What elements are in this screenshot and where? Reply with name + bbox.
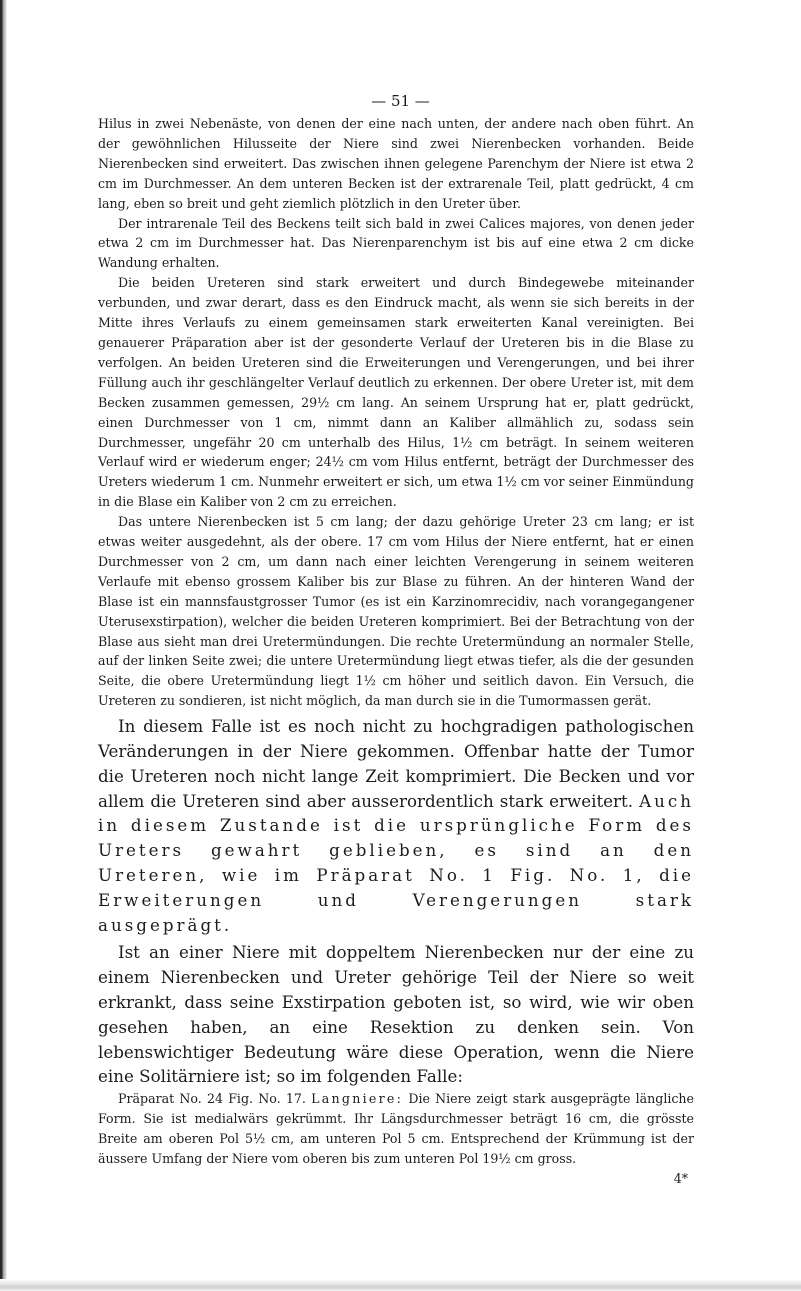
paragraph-intrarenal: Der intrarenale Teil des Beckens teilt sich bald in zwei Calices majores, von denen jeder etwa 2 cm im Durchmesser hat. Das Nierenparenchym ist bis auf eine etwa 2 cm dicke Wandung erhalten. bbox=[98, 215, 694, 271]
bottom-edge bbox=[0, 1279, 801, 1291]
paragraph-resektion: Ist an einer Niere mit doppeltem Nierenbecken nur der eine zu einem Nierenbecken und Ureter gehörige Teil der Niere so weit erkrankt, dass seine Exstirpation geboten ist, so wird, wie wir oben gesehen haben, an eine Resektion zu denken sein. Von lebenswichtiger Bedeutung wäre diese Operation, wenn die Niere eine Solitärniere ist; so im folgenden Falle: bbox=[98, 942, 694, 1087]
paragraph-hilus: Hilus in zwei Nebenäste, von denen der eine nach unten, der andere nach oben führt. An der gewöhnlichen Hilusseite der Niere sind zwei Nierenbecken vorhanden. Beide Nierenbecken sind erweitert. Das zwischen ihnen gelegene Parenchym der Niere ist etwa 2 cm im Durchmesser. An dem unteren Becken ist der extrarenale Teil, platt gedrückt, 4 cm lang, eben so breit und geht ziemlich plötzlich in den Ureter über. bbox=[98, 116, 694, 211]
page-number: — 51 — bbox=[371, 92, 430, 110]
paragraph-discussion bbox=[98, 714, 694, 937]
praeparat-label: Präparat No. 24 Fig. No. 17. bbox=[118, 1091, 306, 1107]
binding-edge bbox=[0, 0, 7, 1291]
praeparat-title: Langniere: bbox=[311, 1091, 404, 1107]
discussion-intro: In diesem Falle ist es noch nicht zu hochgradigen pathologischen Veränderungen in der Niere gekommen. Offenbar hatte der Tumor die Ureteren noch nicht lange Zeit komprimiert. Die Becken und vor allem die Ureteren sind aber ausserordentlich stark erweitert. bbox=[98, 716, 694, 811]
signature-mark: 4* bbox=[673, 1170, 688, 1186]
discussion-spaced-emphasis: Auch in diesem Zustande ist die ursprüngliche Form des Ureters gewahrt geblieben, es sind an den Ureteren, wie im Präparat No. 1 Fig. No. 1, die Erweiterungen und Verengerungen stark ausgeprägt. bbox=[98, 790, 694, 935]
paragraph-ureteren: Die beiden Ureteren sind stark erweitert und durch Bindegewebe miteinander verbunden, und zwar derart, dass es den Eindruck macht, als wenn sie sich bereits in der Mitte ihres Verlaufs zu einem gemeinsamen stark erweiterten Kanal vereinigten. Bei genauerer Präparation aber ist der gesonderte Verlauf der Ureteren bis in die Blase zu verfolgen. An beiden Ureteren sind die Erweiterungen und Verengerungen, und bei ihrer Füllung auch ihr geschlängelter Verlauf deutlich zu erkennen. Der obere Ureter ist, mit dem Becken zusammen gemessen, 29½ cm lang. An seinem Ursprung hat er, platt gedrückt, einen Durchmesser von 1 cm, nimmt dann an Kaliber allmählich zu, sodass sein Durchmesser, ungefähr 20 cm unterhalb des Hilus, 1½ cm beträgt. In seinem weiteren Verlauf wird er wiederum enger; 24½ cm vom Hilus entfernt, beträgt der Durchmesser des Ureters wiederum 1 cm. Nunmehr erweitert er sich, um etwa 1½ cm vor seiner Einmündung in die Blase ein Kaliber von 2 cm zu erreichen. bbox=[98, 275, 694, 510]
page-body bbox=[98, 114, 694, 1189]
paragraph-praeparat-24 bbox=[98, 1089, 694, 1169]
paragraph-unteres-becken: Das untere Nierenbecken ist 5 cm lang; der dazu gehörige Ureter 23 cm lang; er ist etwas weiter ausgedehnt, als der obere. 17 cm vom Hilus der Niere entfernt, hat er einen Durchmesser von 2 cm, um dann nach einer leichten Verengerung in seinem weiteren Verlaufe mit ebenso grossem Kaliber bis zur Blase zu führen. An der hinteren Wand der Blase ist ein mannsfaustgrosser Tumor (es ist ein Karzinomrecidiv, nach vorangegangener Uterusexstirpation), welcher die beiden Ureteren komprimiert. Bei der Betrachtung von der Blase aus sieht man drei Uretermündungen. Die rechte Uretermündung an normaler Stelle, auf der linken Seite zwei; die untere Uretermündung liegt etwas tiefer, als die der gesunden Seite, die obere Uretermündung liegt 1½ cm höher und seitlich davon. Ein Versuch, die Ureteren zu sondieren, ist nicht möglich, da man durch sie in die Tumormassen gerät. bbox=[98, 514, 694, 709]
praeparat-description: Die Niere zeigt stark ausgeprägte längliche Form. Sie ist medialwärs gekrümmt. Ihr Längsdurchmesser beträgt 16 cm, die grösste Breite am oberen Pol 5½ cm, am unteren Pol 5 cm. Entsprechend der Krümmung ist der äussere Umfang der Niere vom oberen bis zum unteren Pol 19½ cm gross. bbox=[98, 1091, 694, 1166]
